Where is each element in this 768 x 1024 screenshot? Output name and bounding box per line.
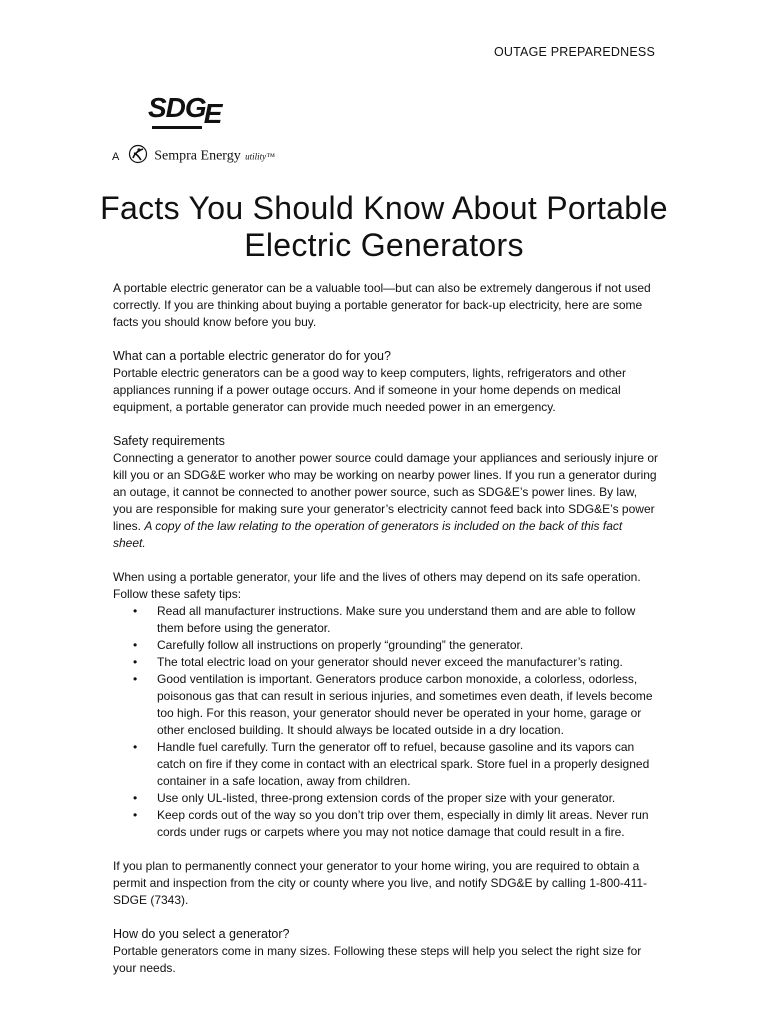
safety-text: Connecting a generator to another power source could damage your appliances and seriously injure or kill you or an SDG&E worker who may be working on nearby power lines. If you run a generator during an outage, it cannot be connected to another power source, such as SDG&E’s power lines. By law, you are responsible for making sure your generator’s electricity cannot feed back into SDG&E’s power lines. bbox=[113, 451, 658, 533]
list-item: • Keep cords out of the way so you don’t trip over them, especially in dimly lit areas. Never run cords under rugs or carpets where you may not notice damage that could result in a fire. bbox=[157, 807, 658, 841]
title-line-1: Facts You Should Know About Portable bbox=[100, 190, 668, 226]
list-item: • The total electric load on your generator should never exceed the manufacturer’s rating. bbox=[157, 654, 658, 671]
list-item: • Good ventilation is important. Generators produce carbon monoxide, a colorless, odorless, poisonous gas that can result in serious injuries, and sometimes even death, if levels become too high. For this reason, your generator should never be operated in your home, garage or other enclosed building. It should always be located outside in a dry location. bbox=[157, 671, 658, 739]
permit-paragraph: If you plan to permanently connect your generator to your home wiring, you are required to obtain a permit and inspection from the city or county where you live, and notify SDG&E by calling 1-800-411-SDGE (7343). bbox=[113, 859, 648, 907]
logo-mark-e: E bbox=[203, 98, 223, 129]
section-label: OUTAGE PREPAREDNESS bbox=[493, 45, 655, 59]
section-text-what-can: Portable electric generators can be a good way to keep computers, lights, refrigerators and other appliances running if a power outage occurs. And if someone in your home depends on medical equipment, a portable generator can provide much needed power in an emergency. bbox=[113, 366, 626, 414]
sempra-swirl-icon bbox=[128, 144, 148, 169]
sdge-logo bbox=[112, 92, 275, 172]
law-note: A copy of the law relating to the operation of generators is included on the back of this fact sheet. bbox=[113, 519, 623, 550]
title-line-2: Electric Generators bbox=[244, 227, 524, 263]
list-item: • Handle fuel carefully. Turn the generator off to refuel, because gasoline and its vapors can catch on fire if they come in contact with an electrical spark. Store fuel in a properly designed container in a safe location, away from children. bbox=[157, 739, 658, 790]
list-item: • Use only UL-listed, three-prong extension cords of the proper size with your generator. bbox=[157, 790, 658, 807]
safety-tips-intro: When using a portable generator, your life and the lives of others may depend on its safe operation. Follow these safety tips: bbox=[113, 570, 641, 601]
intro-paragraph: A portable electric generator can be a valuable tool—but can also be extremely dangerous if not used correctly. If you are thinking about buying a portable generator for back-up electricity, here are some facts you should know before you buy. bbox=[113, 281, 651, 329]
logo-tagline bbox=[112, 144, 275, 169]
document-body bbox=[113, 280, 658, 977]
section-text-safety bbox=[113, 450, 658, 552]
list-item: • Read all manufacturer instructions. Make sure you understand them and are able to follow them before using the generator. bbox=[157, 603, 658, 637]
sdge-logo-mark bbox=[148, 92, 223, 129]
page-title bbox=[100, 190, 668, 264]
tagline-brand: Sempra Energy bbox=[154, 148, 241, 164]
list-item: • Carefully follow all instructions on properly “grounding” the generator. bbox=[157, 637, 658, 654]
logo-mark-text: SDG bbox=[148, 92, 206, 123]
section-heading-what-can: What can a portable electric generator do for you? bbox=[113, 349, 391, 363]
section-heading-safety: Safety requirements bbox=[113, 434, 225, 448]
logo-underline bbox=[152, 126, 202, 129]
section-heading-select: How do you select a generator? bbox=[113, 927, 290, 941]
section-text-select: Portable generators come in many sizes. Following these steps will help you select the right size for your needs. bbox=[113, 944, 642, 975]
tagline-suffix: utility™ bbox=[245, 151, 275, 162]
tagline-prefix: A bbox=[112, 150, 120, 163]
safety-tips-list bbox=[113, 603, 658, 841]
